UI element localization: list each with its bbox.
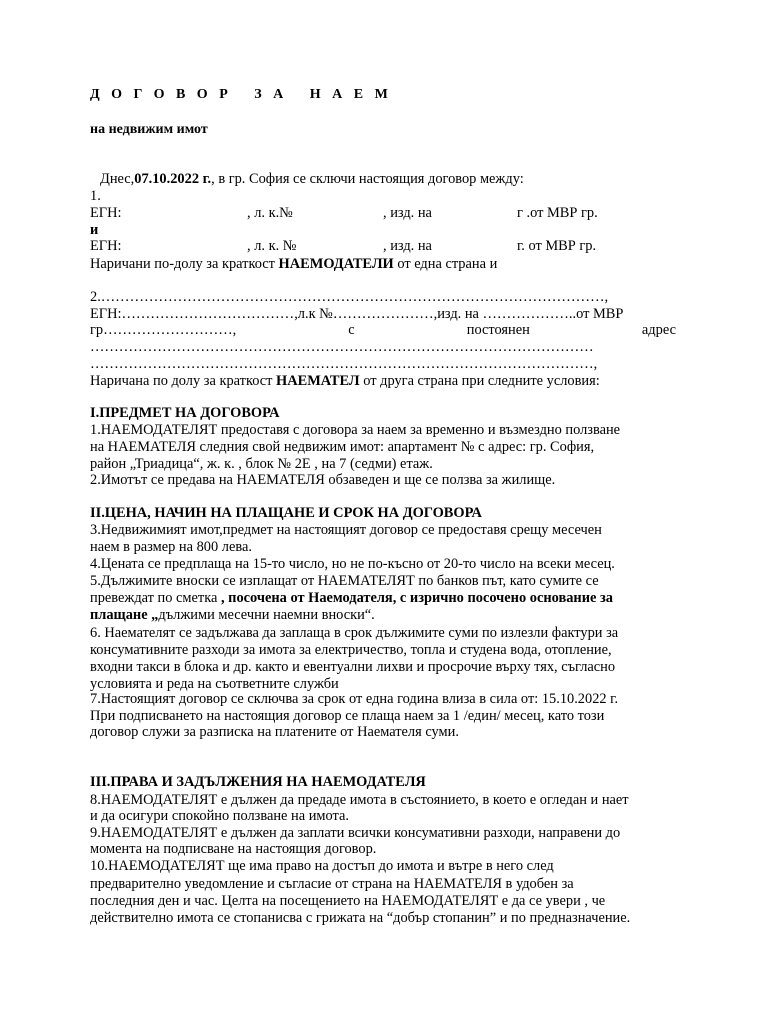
party1-mvr1-label: г .от МВР гр. (517, 205, 598, 221)
party2-line4: …………………………………………………………………………………………… (90, 339, 594, 355)
section2-p5-line3-b: дължими месечни наемни вноски (158, 607, 365, 623)
party1-egn1-label: ЕГН: (90, 205, 122, 221)
section3-p10-line1: 10.НАЕМОДАТЕЛЯТ ще има право на достъп до имота и вътре в него след (90, 858, 554, 874)
document-subtitle: на недвижим имот (90, 122, 208, 137)
document-title: ДОГОВОР ЗА НАЕМ (90, 87, 400, 102)
party2-named-line (90, 373, 600, 390)
section1-p2: 2.Имотът се предава на НАЕМАТЕЛЯ обзаведен и ще се ползва за жилище. (90, 472, 556, 488)
party1-egn2-label: ЕГН: (90, 238, 122, 254)
party2-named-suffix: от друга страна при следните условия: (359, 373, 600, 389)
section2-p7: 7.Настоящият договор се сключва за срок от една година влиза в сила от: 15.10.2022 г. (90, 691, 619, 707)
section2-p5-line3 (90, 607, 375, 624)
section2-p3-line1: 3.Недвижимият имот,предмет на настоящият договор се предоставя срещу месечен (90, 522, 602, 538)
party2-line2: ЕГН:………………………………,л.к №…………………,изд. на ………………..от МВР (90, 306, 624, 322)
section3-p10-line2: предварително уведомление и съгласие от страна на НАЕМАТЕЛЯ в удобен за (90, 876, 574, 892)
intro-date: 07.10.2022 г. (134, 171, 212, 187)
section2-p5-line1: 5.Дължимите вноски се изплащат от НАЕМАТЕЛЯТ по банков път, като сумите се (90, 573, 599, 589)
party2-line5: ……………………………………………………………………………………………, (90, 356, 598, 372)
section1-p1-line2: на НАЕМАТЕЛЯ следния свой недвижим имот: апартамент № с адрес: гр. София, (90, 439, 595, 455)
party1-izd2-label: , изд. на (383, 238, 432, 254)
section3-p10-line3: последния ден и час. Целта на посещението на НАЕМОДАТЕЛЯТ е да се увери , че (90, 893, 606, 909)
section2-p4: 4.Цената се предплаща на 15-то число, но не по-късно от 20-то число на всеки месец. (90, 556, 615, 572)
section2-p5-line2-b: , посочена от Наемодателя, с изрично посочено основание за (220, 590, 613, 606)
party1-mvr2-label: г. от МВР гр. (517, 238, 597, 254)
section2-p5-line3-c: “. (364, 607, 375, 623)
intro-line (100, 171, 524, 188)
section2-heading: II.ЦЕНА, НАЧИН НА ПЛАЩАНЕ И СРОК НА ДОГОВОРА (90, 505, 482, 521)
party2-named-prefix: Наричана по долу за краткост (90, 373, 277, 389)
section3-p8-line2: и да осигури спокойно ползване на имота. (90, 808, 349, 824)
party1-and: и (90, 222, 99, 238)
party1-named-line (90, 256, 497, 273)
party1-lk1-label: , л. к.№ (247, 205, 293, 221)
party2-line3-permanent: постоянен (466, 322, 530, 338)
section1-heading: I.ПРЕДМЕТ НА ДОГОВОРА (90, 405, 280, 421)
party1-number: 1. (90, 188, 101, 204)
party1-named-suffix: от една страна и (393, 256, 498, 272)
party1-named-prefix: Наричани по-долу за краткост (90, 256, 279, 272)
section2-p8-line2: договор служи за разписка на платените от Наемателя суми. (90, 724, 459, 740)
intro-suffix: , в гр. София се сключи настоящия договор между: (211, 171, 524, 187)
party2-named-bold: НАЕМАТЕЛ (276, 373, 360, 389)
section3-p8-line1: 8.НАЕМОДАТЕЛЯТ е дължен да предаде имота в състоянието, в което е огледан и нает (90, 792, 629, 808)
section2-p6-line1: 6. Наемателят се задължава да заплаща в срок дължимите суми по излезли фактури за (90, 625, 619, 641)
party2-line1: 2.……………………………………………………………………………………………, (90, 289, 609, 305)
party2-line3-address: адрес (641, 322, 676, 338)
party1-izd1-label: , изд. на (383, 205, 432, 221)
section1-p1-line3: район „Триадица“, ж. к. , блок № 2Е , на 7 (седми) етаж. (90, 456, 433, 472)
party2-line3 (90, 322, 676, 339)
section2-p6-line2: консумативните разходи за имота за електричество, топла и студена вода, отопление, (90, 642, 612, 658)
section1-p1-line1: 1.НАЕМОДАТЕЛЯТ предоставя с договора за наем за временно и възмездно ползване (90, 422, 621, 438)
section2-p5-line3-a: плащане „ (90, 607, 159, 623)
section3-heading: III.ПРАВА И ЗАДЪЛЖЕНИЯ НА НАЕМОДАТЕЛЯ (90, 774, 426, 790)
section2-p5-line2-a: превеждат по сметка (90, 590, 221, 606)
party2-line3-city: гр………………………, (90, 322, 237, 338)
party1-named-bold: НАЕМОДАТЕЛИ (278, 256, 394, 272)
intro-prefix: Днес, (100, 171, 135, 187)
section2-p6-line4: условията и реда на съответните служби (90, 676, 339, 692)
section2-p8-line1: При подписването на настоящия договор се плаща наем за 1 /един/ месец, като този (90, 708, 605, 724)
section2-p3-line2: наем в размер на 800 лева. (90, 539, 252, 555)
section3-p9-line1: 9.НАЕМОДАТЕЛЯТ е дължен да заплати всички консумативни разходи, направени до (90, 825, 621, 841)
section3-p9-line2: момента на подписване на настоящия договор. (90, 841, 377, 857)
party1-lk2-label: , л. к. № (247, 238, 297, 254)
section2-p6-line3: входни такси в блока и др. както и евентуални лихви и просрочие върху тях, съгласно (90, 659, 616, 675)
section3-p10-line4: действително имота се стопанисва с грижата на “добър стопанин” и по предназначение. (90, 910, 631, 926)
section2-p5-line2 (90, 590, 613, 607)
party2-line3-with: с (348, 322, 355, 338)
